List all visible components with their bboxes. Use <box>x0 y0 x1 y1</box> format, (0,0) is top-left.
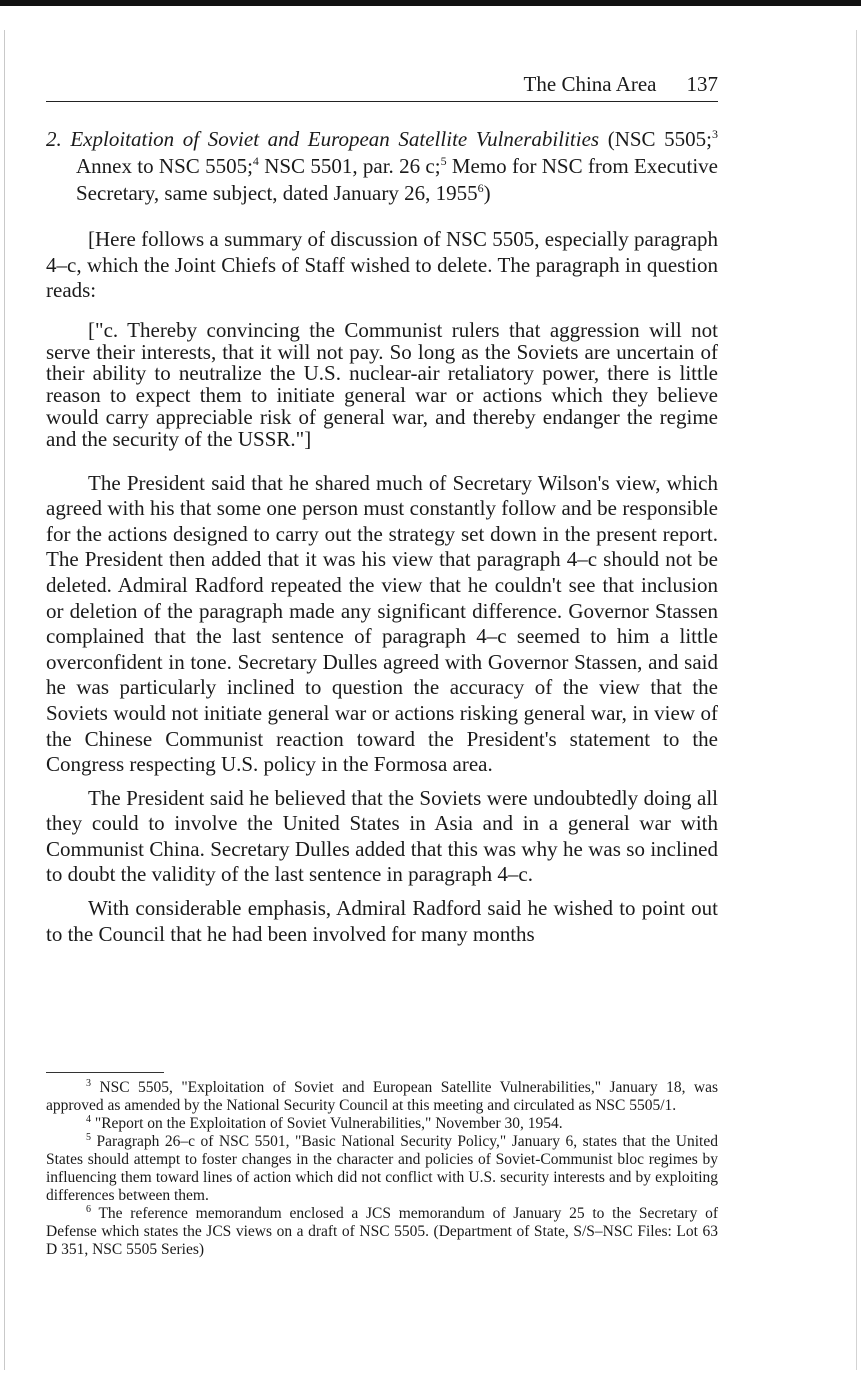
paragraph-summary: [Here follows a summary of discussion of NSC 5505, especially paragraph 4–c, which the Joint Chiefs of Staff wished to delete. The paragraph in question reads: <box>46 227 718 303</box>
ref-nsc-5505: (NSC 5505; <box>599 127 712 151</box>
footnote-number: 4 <box>86 1114 91 1125</box>
footnote-5 <box>46 1133 718 1205</box>
ref-memo: Memo for NSC from Executive Secretary, same subject, dated January 26, 1955 <box>76 154 718 205</box>
footnote-ref-5: 5 <box>440 154 447 168</box>
footnote-ref-6: 6 <box>477 181 484 195</box>
ref-nsc-5501: NSC 5501, par. 26 c; <box>258 154 441 178</box>
paragraph-president-view: The President said that he shared much of Secretary Wilson's view, which agreed with his that some one person must constantly follow and be responsible for the actions designed to carry out the strategy set down in the present report. The President then added that it was his view that paragraph 4–c should not be deleted. Admiral Radford repeated the view that he couldn't see that inclusion or deletion of the paragraph made any significant difference. Governor Stassen complained that the last sentence of paragraph 4–c seemed to him a little overconfident in tone. Secretary Dulles agreed with Governor Stassen, and said he was particularly inclined to question the accuracy of the view that the Soviets would not initiate general war or actions risking general war, in view of the Chinese Communist reaction toward the President's statement to the Congress respecting U.S. policy in the Formosa area. <box>46 470 718 777</box>
footnotes <box>46 1072 718 1259</box>
footnote-rule <box>46 1072 164 1073</box>
footnote-number: 5 <box>86 1132 91 1143</box>
footnote-number: 3 <box>86 1078 91 1089</box>
footnote-text: Paragraph 26–c of NSC 5501, "Basic National Security Policy," January 6, states that the United States should attempt to foster changes in the character and policies of Soviet-Communist bloc regimes by influencing them toward lines of action which did not conflict with U.S. security interests and by exploiting differences between them. <box>46 1133 718 1204</box>
footnote-text: "Report on the Exploitation of Soviet Vulnerabilities," November 30, 1954. <box>94 1115 563 1132</box>
paragraph-soviet-involvement: The President said he believed that the Soviets were undoubtedly doing all they could to involve the United States in Asia and in a general war with Communist China. Secretary Dulles added that this was why he was so inclined to doubt the validity of the last sentence in paragraph 4–c. <box>46 785 718 887</box>
page-left-edge <box>4 30 5 1370</box>
agenda-item-title: Exploitation of Soviet and European Satellite Vulnerabilities <box>70 127 600 151</box>
quoted-paragraph-4c: ["c. Thereby convincing the Communist rulers that aggression will not serve their interests, that it will not pay. So long as the Soviets are uncertain of their ability to neutralize the U.S. nuclear-air retaliatory power, there is little reason to expect them to initiate general war or actions which they believe would carry appreciable risk of general war, and thereby endanger the regime and the security of the USSR."] <box>46 317 718 451</box>
footnote-ref-3: 3 <box>712 127 718 141</box>
footnote-4 <box>46 1115 718 1133</box>
page-number: 137 <box>686 72 718 96</box>
footnote-text: The reference memorandum enclosed a JCS memorandum of January 25 to the Secretary of Defense which states the JCS views on a draft of NSC 5505. (Department of State, S/S–NSC Files: Lot 63 D 351, NSC 5505 Series) <box>46 1205 718 1258</box>
agenda-item-heading <box>46 126 718 207</box>
document-page <box>46 70 718 947</box>
page-top-edge <box>0 0 861 6</box>
page-right-edge <box>856 30 857 1370</box>
footnote-ref-4: 4 <box>252 154 259 168</box>
footnote-number: 6 <box>86 1204 91 1215</box>
running-head <box>46 70 718 102</box>
footnote-3 <box>46 1079 718 1115</box>
footnote-6 <box>46 1205 718 1259</box>
running-head-title: The China Area <box>523 72 657 96</box>
ref-close-paren: ) <box>483 181 491 205</box>
footnote-text: NSC 5505, "Exploitation of Soviet and European Satellite Vulnerabilities," January 18, was approved as amended by the National Security Council at this meeting and circulated as NSC 5505/1. <box>46 1079 719 1114</box>
ref-annex-nsc-5505: Annex to NSC 5505; <box>76 154 253 178</box>
agenda-item-number: 2. <box>46 127 62 151</box>
paragraph-radford-emphasis: With considerable emphasis, Admiral Radford said he wished to point out to the Council that he had been involved for many months <box>46 896 718 946</box>
